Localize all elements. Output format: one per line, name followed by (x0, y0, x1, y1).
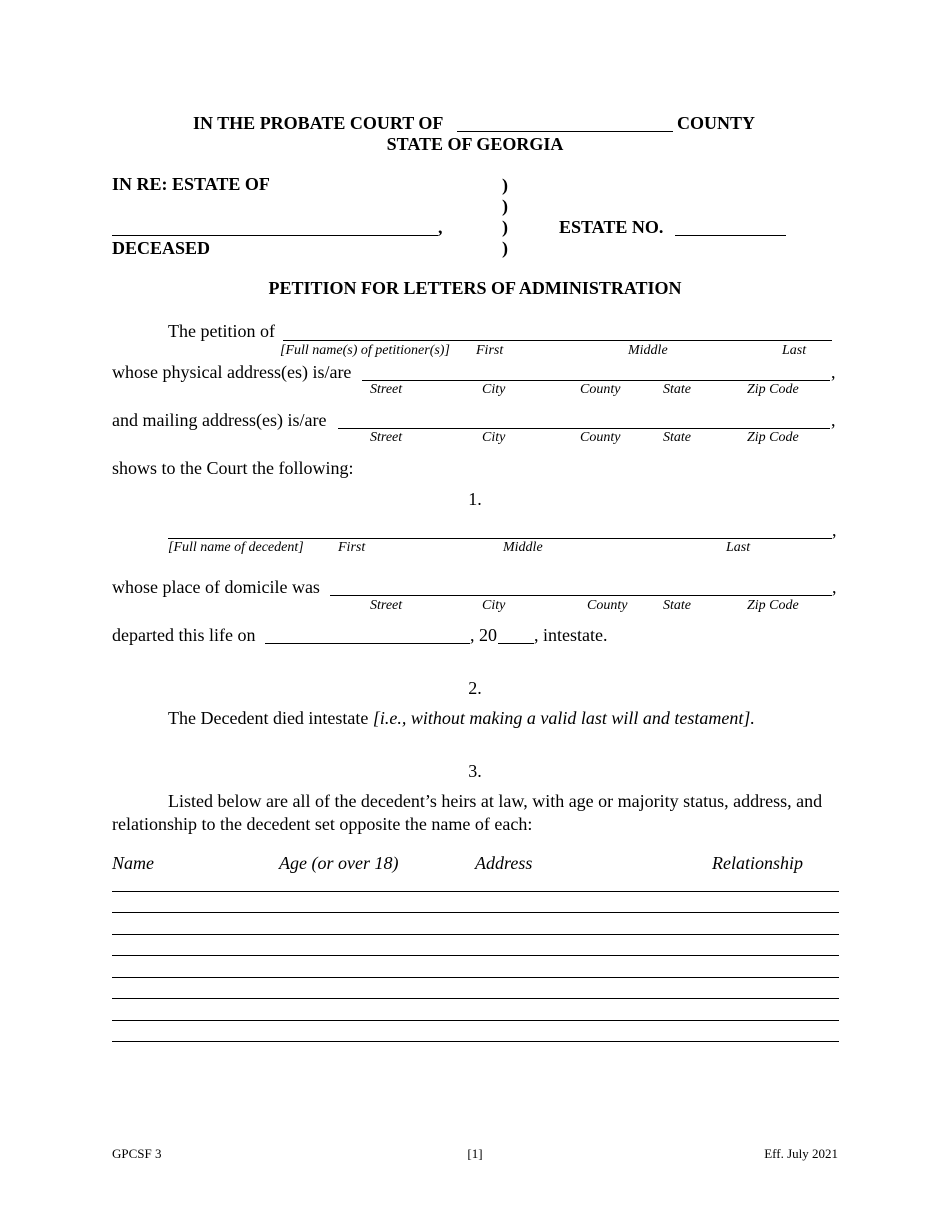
domicile-label-county: County (587, 598, 628, 613)
address-label-zip: Zip Code (747, 382, 799, 397)
address-label-county: County (580, 382, 621, 397)
date-of-death-field[interactable] (265, 643, 470, 644)
mailing-address-field[interactable] (338, 428, 830, 429)
domicile-label-street: Street (370, 598, 403, 613)
section-3-line-2: relationship to the decedent set opposite the name of each: (112, 814, 533, 834)
estate-no-label: ESTATE NO. (559, 217, 664, 237)
decedent-full-name-field[interactable] (168, 538, 832, 539)
domicile-label-zip: Zip Code (747, 598, 799, 613)
petitioner-label-last: Last (782, 343, 807, 358)
section-2-number: 2. (468, 678, 482, 698)
section-1-number: 1. (468, 489, 482, 509)
domicile-label-state: State (663, 598, 691, 613)
caption-paren: ) (502, 217, 508, 237)
heirs-header-age: Age (or over 18) (279, 853, 399, 873)
caption-paren: ) (502, 196, 508, 216)
domicile-comma: , (832, 577, 837, 597)
domicile-label: whose place of domicile was (112, 577, 320, 597)
heir-entry-line[interactable] (112, 934, 839, 935)
caption-comma: , (438, 217, 443, 237)
heirs-header-address: Address (475, 853, 533, 873)
section-3-line-1: Listed below are all of the decedent’s heirs at law, with age or majority status, address, and (168, 791, 823, 811)
decedent-name-field[interactable] (112, 235, 438, 236)
heirs-header-name: Name (112, 853, 154, 873)
mailing-address-comma: , (831, 410, 836, 430)
departed-label: departed this life on (112, 625, 256, 645)
address-label-zip: Zip Code (747, 430, 799, 445)
section-2-italic: [i.e., without making a valid last will and testament]. (372, 708, 755, 728)
petitioner-label-first: First (476, 343, 504, 358)
address-label-street: Street (370, 382, 403, 397)
petition-of-label: The petition of (168, 321, 275, 341)
in-re-label: IN RE: ESTATE OF (112, 174, 270, 194)
heir-entry-line[interactable] (112, 977, 839, 978)
address-label-state: State (663, 430, 691, 445)
heir-entry-line[interactable] (112, 1041, 839, 1042)
estate-no-field[interactable] (675, 235, 786, 236)
decedent-label-full: [Full name of decedent] (168, 540, 304, 555)
shows-to-court-text: shows to the Court the following: (112, 458, 354, 478)
address-label-county: County (580, 430, 621, 445)
deceased-label: DECEASED (112, 238, 211, 258)
year-of-death-field[interactable] (498, 643, 534, 644)
address-label-street: Street (370, 430, 403, 445)
court-heading-suffix: COUNTY (677, 113, 756, 133)
decedent-name-comma: , (832, 520, 837, 540)
document-title: PETITION FOR LETTERS OF ADMINISTRATION (268, 278, 682, 298)
heir-entry-line[interactable] (112, 955, 839, 956)
heir-entry-line[interactable] (112, 891, 839, 892)
heirs-header-relationship: Relationship (712, 853, 803, 873)
heir-entry-line[interactable] (112, 998, 839, 999)
intestate-text: , intestate. (534, 625, 608, 645)
year-prefix: , 20 (470, 625, 497, 645)
decedent-label-first: First (338, 540, 366, 555)
physical-address-label: whose physical address(es) is/are (112, 362, 352, 382)
court-heading-prefix: IN THE PROBATE COURT OF (193, 113, 444, 133)
county-name-field[interactable] (457, 131, 673, 132)
footer-form-id: GPCSF 3 (112, 1146, 162, 1161)
section-3-number: 3. (468, 761, 482, 781)
heir-entry-line[interactable] (112, 1020, 839, 1021)
state-heading: STATE OF GEORGIA (386, 134, 564, 154)
address-label-city: City (482, 430, 506, 445)
footer-effective-date: Eff. July 2021 (764, 1146, 838, 1161)
decedent-label-middle: Middle (503, 540, 543, 555)
physical-address-comma: , (831, 362, 836, 382)
decedent-label-last: Last (726, 540, 751, 555)
petitioner-label-full: [Full name(s) of petitioner(s)] (280, 343, 450, 358)
address-label-state: State (663, 382, 691, 397)
caption-paren: ) (502, 175, 508, 195)
section-2-plain: The Decedent died intestate (168, 708, 369, 728)
section-2-text (168, 708, 755, 729)
heir-entry-line[interactable] (112, 912, 839, 913)
domicile-field[interactable] (330, 595, 832, 596)
petitioner-name-field[interactable] (283, 340, 832, 341)
physical-address-field[interactable] (362, 380, 830, 381)
mailing-address-label: and mailing address(es) is/are (112, 410, 327, 430)
address-label-city: City (482, 382, 506, 397)
petitioner-label-middle: Middle (628, 343, 668, 358)
caption-paren: ) (502, 238, 508, 258)
domicile-label-city: City (482, 598, 506, 613)
footer-page-number: [1] (467, 1146, 483, 1161)
